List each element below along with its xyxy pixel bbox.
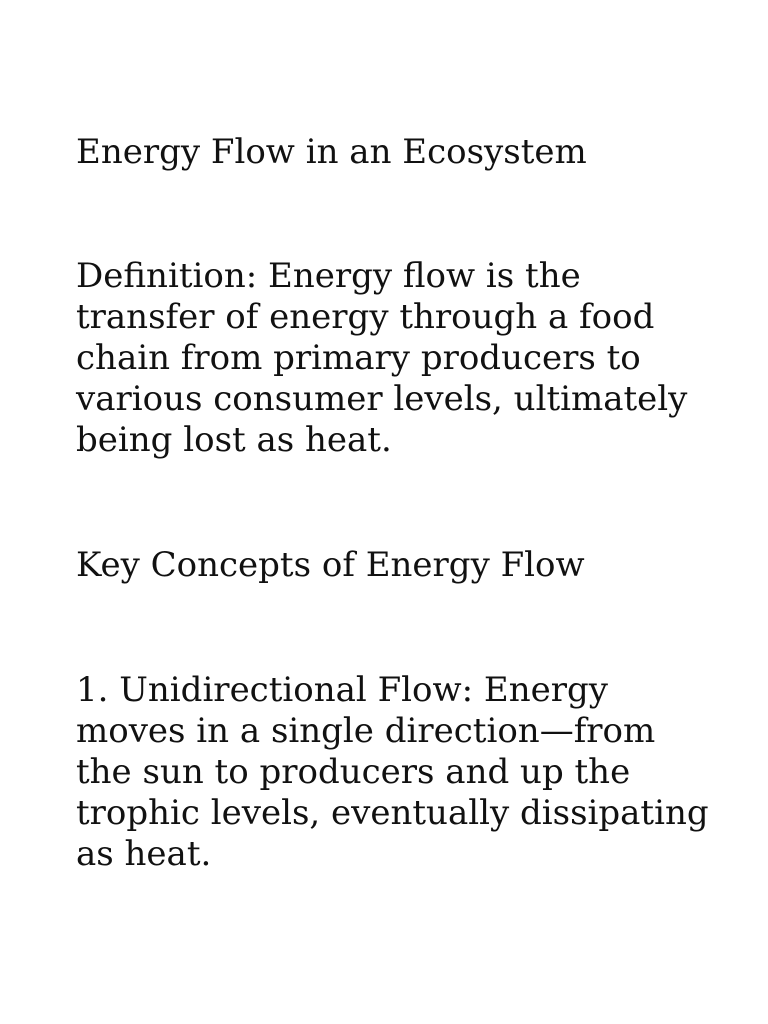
- document-title: Energy Flow in an Ecosystem: [76, 132, 587, 172]
- list-item: 1. Unidirectional Flow: Energy moves in a single direction—from the sun to producers and up the trophic levels, eventually dissipating as heat.: [76, 670, 709, 874]
- definition-paragraph: Definition: Energy flow is the transfer of energy through a food chain from primary producers to various consumer levels, ultimately being lost as heat.: [76, 256, 688, 460]
- section-heading: Key Concepts of Energy Flow: [76, 545, 585, 585]
